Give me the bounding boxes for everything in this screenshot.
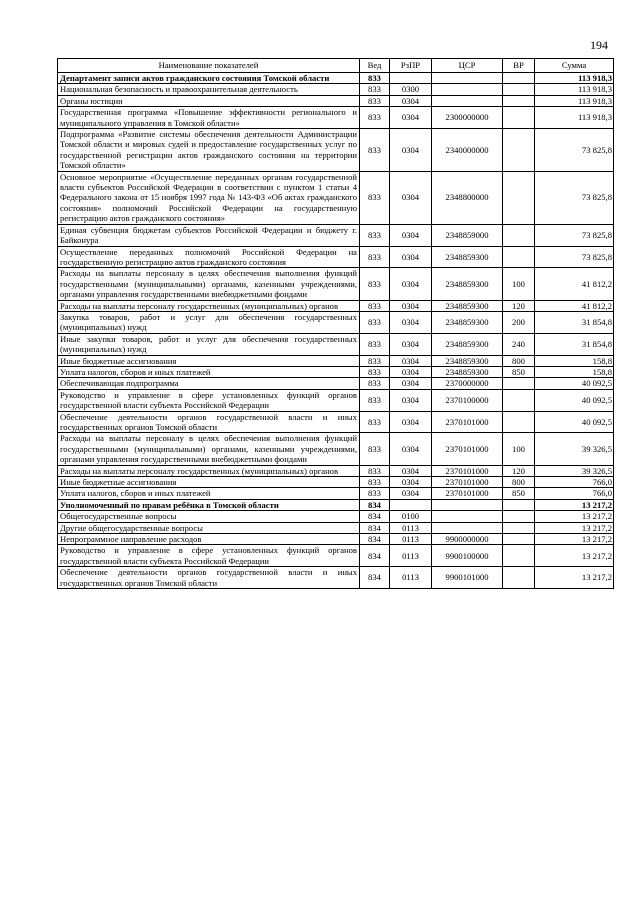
cell-rzpr: 0100 (390, 511, 432, 522)
cell-ved: 833 (360, 355, 390, 366)
cell-sum: 113 918,3 (535, 95, 614, 106)
cell-name: Уплата налогов, сборов и иных платежей (58, 366, 360, 377)
cell-csr: 2370000000 (432, 378, 503, 389)
cell-rzpr: 0304 (390, 378, 432, 389)
cell-rzpr: 0304 (390, 268, 432, 300)
cell-ved: 834 (360, 545, 390, 567)
cell-rzpr: 0113 (390, 545, 432, 567)
cell-vr (503, 511, 535, 522)
cell-vr (503, 129, 535, 172)
cell-vr: 100 (503, 433, 535, 465)
cell-ved: 833 (360, 107, 390, 129)
cell-name: Национальная безопасность и правоохранительная деятельность (58, 84, 360, 95)
cell-rzpr: 0304 (390, 333, 432, 355)
cell-vr (503, 378, 535, 389)
cell-csr: 2348800000 (432, 171, 503, 224)
cell-name: Общегосударственные вопросы (58, 511, 360, 522)
table-row (58, 499, 614, 510)
cell-csr: 2370101000 (432, 477, 503, 488)
table-row (58, 333, 614, 355)
cell-sum: 40 092,5 (535, 378, 614, 389)
cell-sum: 766,0 (535, 488, 614, 499)
cell-name: Непрограммное направление расходов (58, 534, 360, 545)
cell-ved: 833 (360, 171, 390, 224)
cell-name: Обеспечивающая подпрограмма (58, 378, 360, 389)
cell-ved: 834 (360, 567, 390, 589)
cell-name: Расходы на выплаты персоналу в целях обеспечения выполнения функций государственными (муниципальными) органами, казенными учреждениями, органами управления государственными внебюджетными фондами (58, 433, 360, 465)
cell-vr (503, 534, 535, 545)
cell-name: Руководство и управление в сфере установленных функций органов государственной власти субъекта Российской Федерации (58, 389, 360, 411)
cell-name: Обеспечение деятельности органов государственной власти и иных государственных органов Томской области (58, 567, 360, 589)
cell-name: Закупка товаров, работ и услуг для обеспечения государственных (муниципальных) нужд (58, 311, 360, 333)
cell-ved: 833 (360, 378, 390, 389)
cell-rzpr: 0304 (390, 366, 432, 377)
cell-sum: 13 217,2 (535, 567, 614, 589)
cell-csr: 2348859000 (432, 224, 503, 246)
cell-csr: 2370101000 (432, 465, 503, 476)
cell-sum: 73 825,8 (535, 171, 614, 224)
page-number: 194 (590, 38, 608, 52)
cell-vr (503, 107, 535, 129)
cell-csr: 9900101000 (432, 567, 503, 589)
cell-ved: 833 (360, 411, 390, 433)
cell-name: Единая субвенция бюджетам субъектов Российской Федерации и бюджету г. Байконура (58, 224, 360, 246)
cell-vr (503, 73, 535, 84)
cell-csr (432, 499, 503, 510)
cell-ved: 833 (360, 311, 390, 333)
cell-sum: 41 812,2 (535, 300, 614, 311)
cell-rzpr: 0304 (390, 107, 432, 129)
cell-vr (503, 95, 535, 106)
cell-sum: 13 217,2 (535, 499, 614, 510)
cell-vr: 100 (503, 268, 535, 300)
header-vr: ВР (503, 59, 535, 73)
cell-csr (432, 73, 503, 84)
cell-rzpr: 0113 (390, 522, 432, 533)
table-row (58, 389, 614, 411)
cell-ved: 834 (360, 511, 390, 522)
cell-ved: 834 (360, 522, 390, 533)
cell-rzpr: 0304 (390, 465, 432, 476)
cell-vr (503, 84, 535, 95)
cell-csr: 2340000000 (432, 129, 503, 172)
cell-csr: 2348859300 (432, 355, 503, 366)
table-row (58, 567, 614, 589)
cell-name: Руководство и управление в сфере установленных функций органов государственной власти субъекта Российской Федерации (58, 545, 360, 567)
cell-rzpr: 0300 (390, 84, 432, 95)
cell-vr (503, 499, 535, 510)
cell-csr: 2370101000 (432, 411, 503, 433)
cell-sum: 39 326,5 (535, 465, 614, 476)
cell-sum: 13 217,2 (535, 522, 614, 533)
cell-name: Уплата налогов, сборов и иных платежей (58, 488, 360, 499)
cell-name: Основное мероприятие «Осуществление переданных органам государственной власти субъектов Российской Федерации в соответствии с пунктом 1 статьи 4 Федерального закона от 15 ноября 1997 года № 143-ФЗ «Об актах гражданского состояния» полномочий Российской Федерации на государственную регистрацию актов гражданского состояния» (58, 171, 360, 224)
header-name: Наименование показателей (58, 59, 360, 73)
cell-rzpr: 0113 (390, 567, 432, 589)
cell-sum: 41 812,2 (535, 268, 614, 300)
cell-rzpr (390, 499, 432, 510)
cell-ved: 833 (360, 129, 390, 172)
cell-sum: 73 825,8 (535, 129, 614, 172)
cell-csr: 2348859300 (432, 246, 503, 268)
cell-vr: 240 (503, 333, 535, 355)
cell-vr: 120 (503, 465, 535, 476)
header-sum: Сумма (535, 59, 614, 73)
table-row (58, 311, 614, 333)
cell-name: Подпрограмма «Развитие системы обеспечения деятельности Администрации Томской области и мировых судей и предоставление государственных услуг по государственной регистрации актов гражданского состояния на территории Томской области» (58, 129, 360, 172)
table-row (58, 411, 614, 433)
cell-rzpr: 0304 (390, 355, 432, 366)
header-ved: Вед (360, 59, 390, 73)
cell-vr: 800 (503, 477, 535, 488)
table-row (58, 522, 614, 533)
cell-csr: 9900000000 (432, 534, 503, 545)
cell-csr: 2300000000 (432, 107, 503, 129)
cell-sum: 13 217,2 (535, 534, 614, 545)
cell-ved: 833 (360, 389, 390, 411)
cell-vr (503, 224, 535, 246)
cell-sum: 31 854,8 (535, 333, 614, 355)
cell-ved: 833 (360, 95, 390, 106)
table-row (58, 129, 614, 172)
cell-vr (503, 171, 535, 224)
cell-vr: 120 (503, 300, 535, 311)
cell-name: Органы юстиции (58, 95, 360, 106)
cell-csr: 2370101000 (432, 433, 503, 465)
cell-vr (503, 411, 535, 433)
cell-name: Государственная программа «Повышение эффективности регионального и муниципального управления в Томской области» (58, 107, 360, 129)
cell-sum: 40 092,5 (535, 411, 614, 433)
cell-name: Расходы на выплаты персоналу государственных (муниципальных) органов (58, 300, 360, 311)
cell-sum: 158,8 (535, 366, 614, 377)
cell-csr: 2348859300 (432, 333, 503, 355)
cell-sum: 13 217,2 (535, 511, 614, 522)
cell-ved: 833 (360, 300, 390, 311)
cell-vr (503, 567, 535, 589)
table-row (58, 534, 614, 545)
cell-csr: 2348859300 (432, 268, 503, 300)
cell-name: Уполномоченный по правам ребёнка в Томской области (58, 499, 360, 510)
cell-name: Расходы на выплаты персоналу в целях обеспечения выполнения функций государственными (муниципальными) органами, казенными учреждениями, органами управления государственными внебюджетными фондами (58, 268, 360, 300)
cell-ved: 833 (360, 333, 390, 355)
cell-vr: 200 (503, 311, 535, 333)
table-row (58, 300, 614, 311)
cell-sum: 113 918,3 (535, 107, 614, 129)
cell-csr (432, 95, 503, 106)
table-header-row (58, 59, 614, 73)
cell-name: Расходы на выплаты персоналу государственных (муниципальных) органов (58, 465, 360, 476)
header-csr: ЦСР (432, 59, 503, 73)
cell-ved: 834 (360, 534, 390, 545)
cell-vr: 800 (503, 355, 535, 366)
table-row (58, 171, 614, 224)
cell-rzpr: 0113 (390, 534, 432, 545)
table-row (58, 73, 614, 84)
table-row (58, 107, 614, 129)
cell-csr: 9900100000 (432, 545, 503, 567)
cell-rzpr: 0304 (390, 477, 432, 488)
cell-vr (503, 522, 535, 533)
cell-name: Иные закупки товаров, работ и услуг для обеспечения государственных (муниципальных) нужд (58, 333, 360, 355)
cell-name: Другие общегосударственные вопросы (58, 522, 360, 533)
cell-ved: 833 (360, 268, 390, 300)
cell-csr (432, 84, 503, 95)
cell-vr (503, 545, 535, 567)
cell-sum: 40 092,5 (535, 389, 614, 411)
cell-ved: 833 (360, 73, 390, 84)
cell-sum: 73 825,8 (535, 224, 614, 246)
cell-name: Иные бюджетные ассигнования (58, 477, 360, 488)
cell-sum: 31 854,8 (535, 311, 614, 333)
cell-ved: 833 (360, 224, 390, 246)
budget-table (57, 58, 614, 589)
cell-name: Департамент записи актов гражданского состояния Томской области (58, 73, 360, 84)
cell-ved: 833 (360, 246, 390, 268)
cell-vr (503, 389, 535, 411)
table-row (58, 84, 614, 95)
cell-vr (503, 246, 535, 268)
cell-sum: 73 825,8 (535, 246, 614, 268)
table-row (58, 511, 614, 522)
cell-csr: 2370101000 (432, 488, 503, 499)
cell-ved: 834 (360, 499, 390, 510)
cell-rzpr: 0304 (390, 389, 432, 411)
cell-rzpr: 0304 (390, 224, 432, 246)
cell-sum: 113 918,3 (535, 73, 614, 84)
cell-rzpr (390, 73, 432, 84)
table-row (58, 246, 614, 268)
header-rzpr: РзПР (390, 59, 432, 73)
cell-sum: 766,0 (535, 477, 614, 488)
table-row (58, 366, 614, 377)
cell-name: Иные бюджетные ассигнования (58, 355, 360, 366)
cell-rzpr: 0304 (390, 171, 432, 224)
cell-rzpr: 0304 (390, 411, 432, 433)
cell-name: Осуществление переданных полномочий Российской Федерации на государственную регистрацию актов гражданского состояния (58, 246, 360, 268)
cell-rzpr: 0304 (390, 433, 432, 465)
table-row (58, 268, 614, 300)
cell-sum: 113 918,3 (535, 84, 614, 95)
cell-ved: 833 (360, 366, 390, 377)
table-row (58, 477, 614, 488)
cell-rzpr: 0304 (390, 488, 432, 499)
cell-name: Обеспечение деятельности органов государственной власти и иных государственных органов Томской области (58, 411, 360, 433)
table-row (58, 95, 614, 106)
cell-sum: 39 326,5 (535, 433, 614, 465)
cell-vr: 850 (503, 366, 535, 377)
cell-rzpr: 0304 (390, 300, 432, 311)
table-row (58, 488, 614, 499)
cell-ved: 833 (360, 465, 390, 476)
cell-csr (432, 522, 503, 533)
cell-rzpr: 0304 (390, 311, 432, 333)
table-row (58, 355, 614, 366)
cell-sum: 13 217,2 (535, 545, 614, 567)
cell-ved: 833 (360, 477, 390, 488)
cell-csr (432, 511, 503, 522)
table-row (58, 224, 614, 246)
cell-csr: 2348859300 (432, 300, 503, 311)
table-row (58, 465, 614, 476)
cell-ved: 833 (360, 488, 390, 499)
cell-vr: 850 (503, 488, 535, 499)
cell-rzpr: 0304 (390, 95, 432, 106)
cell-ved: 833 (360, 84, 390, 95)
cell-rzpr: 0304 (390, 129, 432, 172)
cell-csr: 2370100000 (432, 389, 503, 411)
table-row (58, 545, 614, 567)
cell-ved: 833 (360, 433, 390, 465)
table-row (58, 433, 614, 465)
cell-sum: 158,8 (535, 355, 614, 366)
cell-csr: 2348859300 (432, 311, 503, 333)
table-row (58, 378, 614, 389)
cell-csr: 2348859300 (432, 366, 503, 377)
cell-rzpr: 0304 (390, 246, 432, 268)
